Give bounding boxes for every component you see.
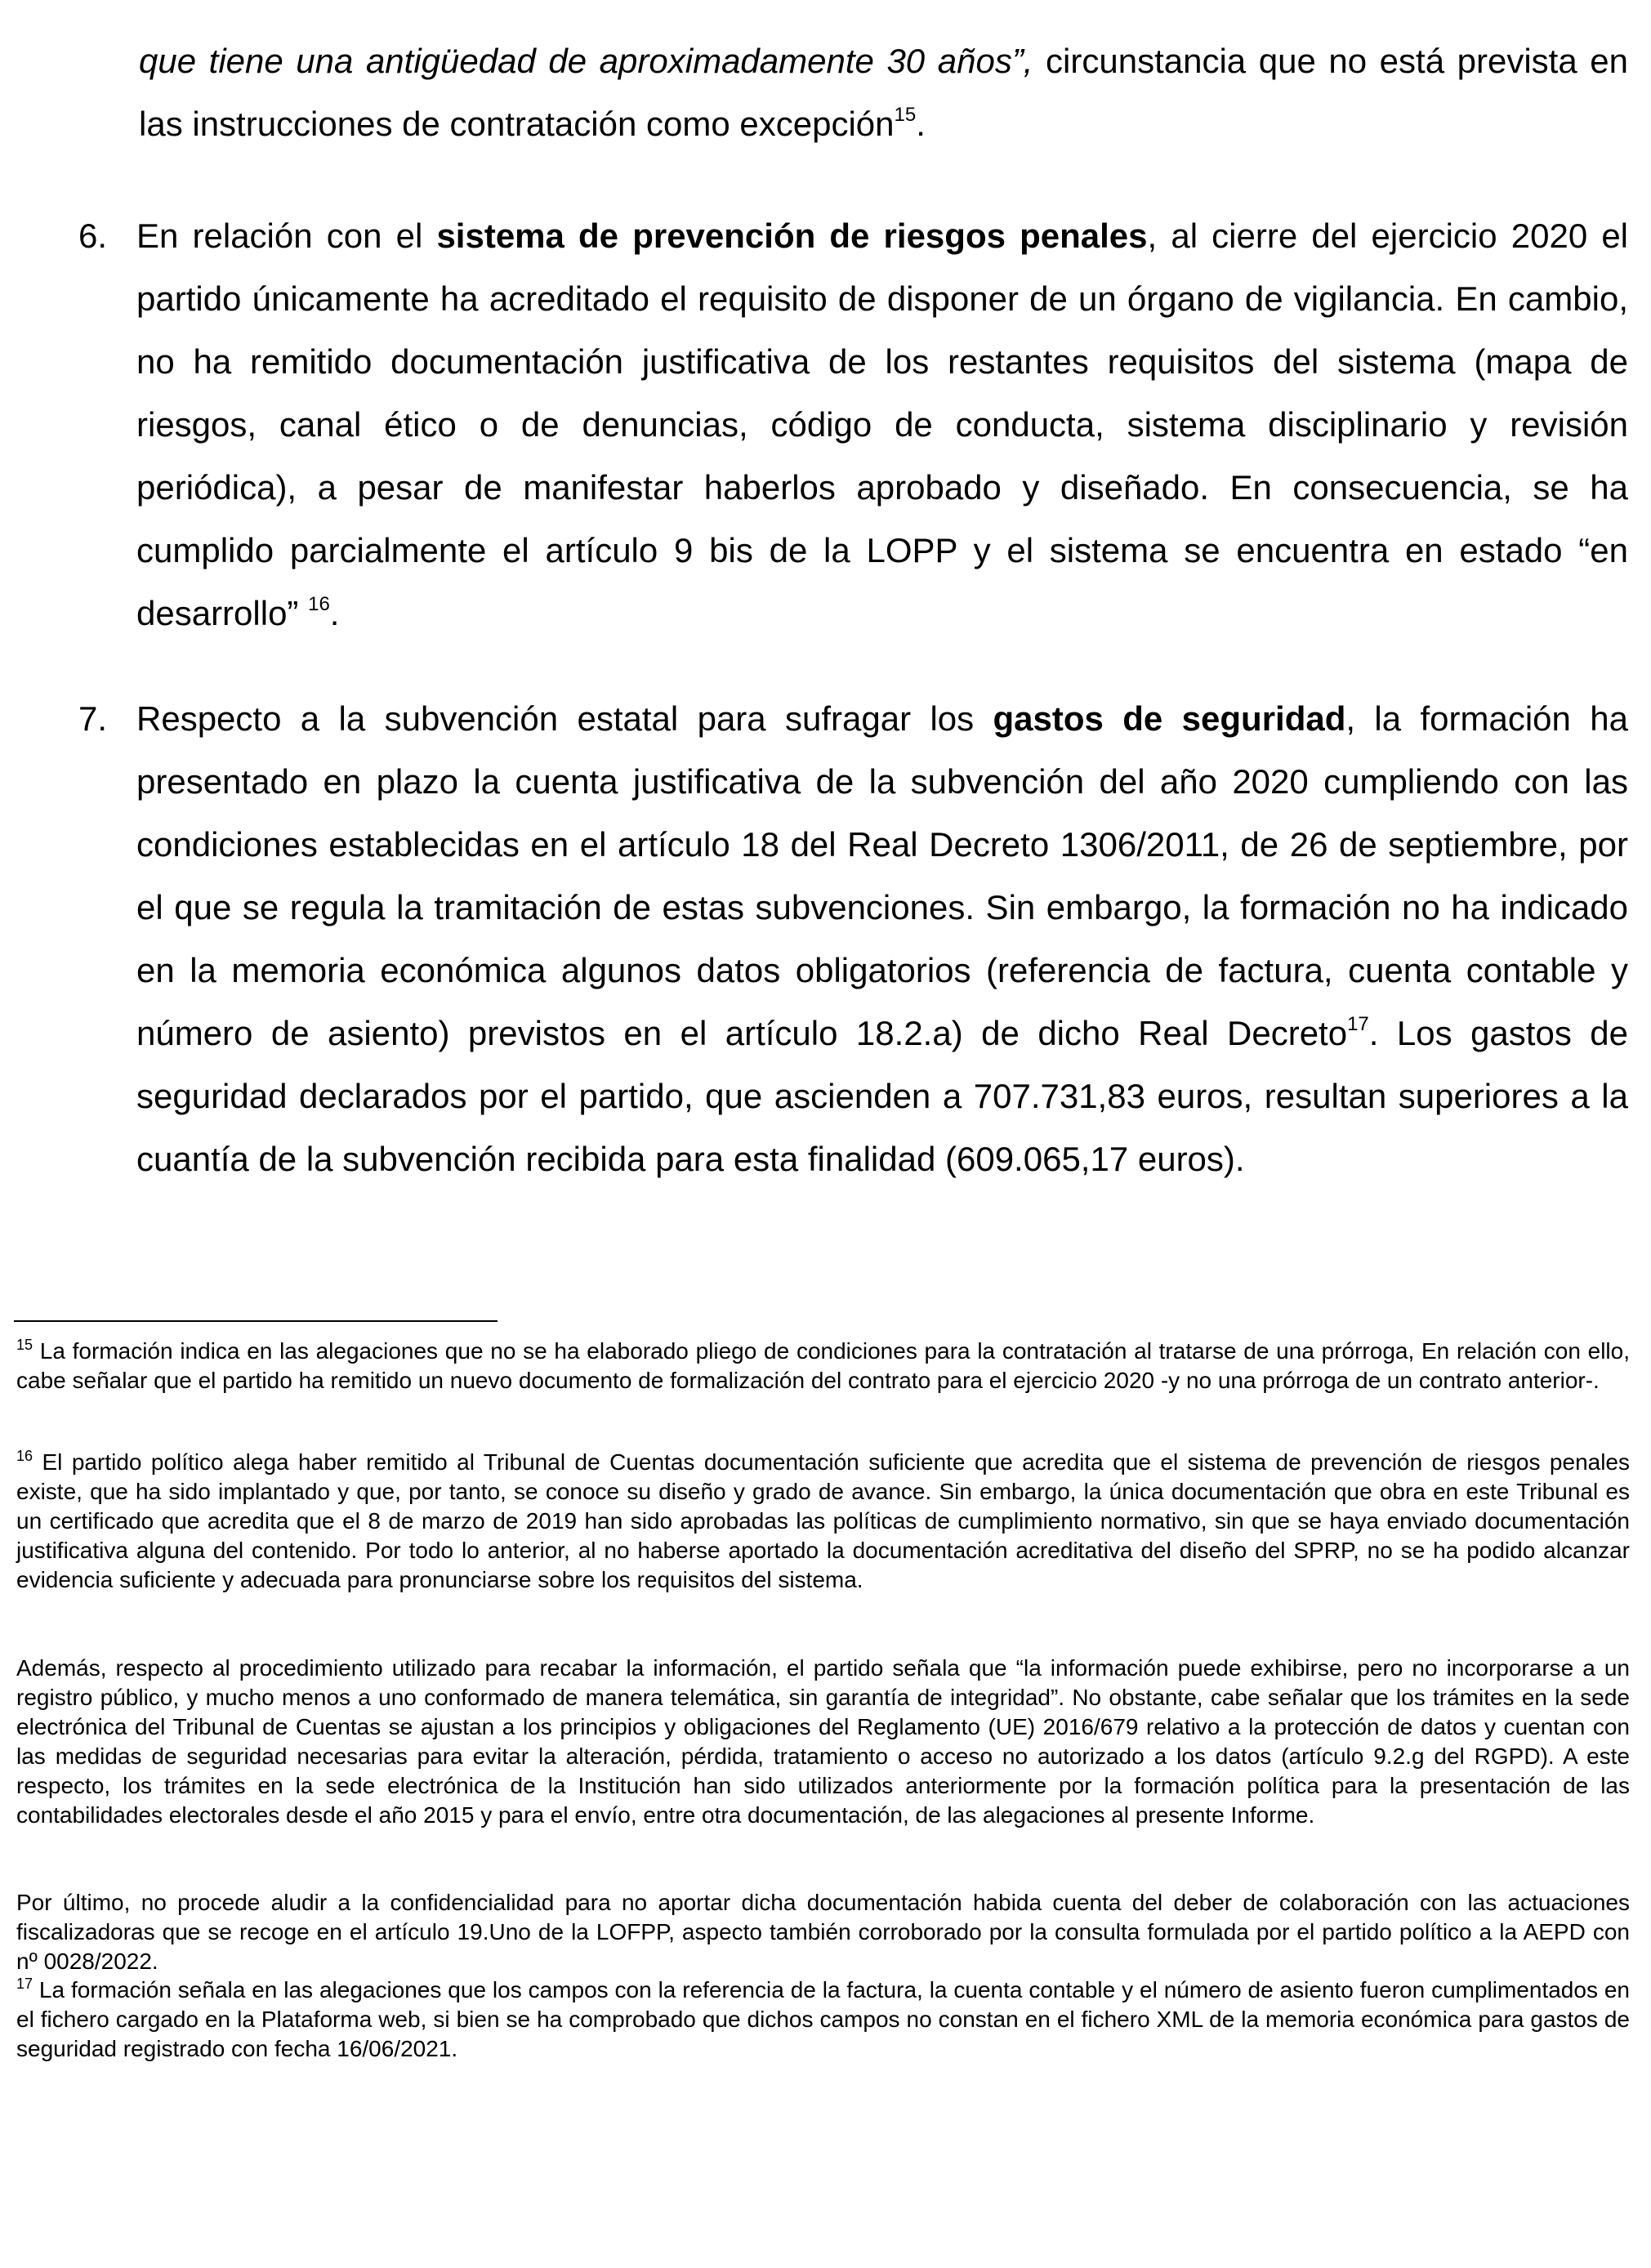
footnote-separator (14, 1320, 498, 1322)
footnote-16-paragraph-2: Además, respecto al procedimiento utilizado para recabar la información, el partido señala que “la información puede exhibirse, pero no incorporarse a un registro público, y mucho menos a uno conformado de manera telemática, sin garantía de integridad”. No obstante, cabe señalar que los trámites en la sede electrónica del Tribunal de Cuentas se ajustan a los principios y obligaciones del Reglamento (UE) 2016/679 relativo a la protección de datos y cuentan con las medidas de seguridad necesarias para evitar la alteración, pérdida, tratamiento o acceso no autorizado a los datos (artículo 9.2.g del RGPD). A este respecto, los trámites en la sede electrónica de la Institución han sido utilizados anteriormente por la formación política para la presentación de las contabilidades electorales desde el año 2015 y para el envío, entre otra documentación, de las alegaciones al presente Informe. (16, 1655, 1630, 1828)
continuation-paragraph (139, 29, 1628, 155)
list-item-body (136, 204, 1628, 645)
continuation-end: . (916, 105, 926, 143)
footnote-number: 15 (16, 1337, 33, 1353)
footnote-ref-15[interactable]: 15 (894, 104, 917, 126)
item6-text-post: , al cierre del ejercicio 2020 el partido únicamente ha acreditado el requisito de disponer de un órgano de vigilancia. En cambio, no ha remitido documentación justificativa de los restantes requisitos del sistema (mapa de riesgos, canal ético o de denuncias, código de conducta, sistema disciplinario y revisión periódica), a pesar de manifestar haberlos aprobado y diseñado. En consecuencia, se ha cumplido parcialmente el artículo 9 bis de la LOPP y el sistema se encuentra en estado “en desarrollo” (136, 217, 1629, 632)
footnote-15 (16, 1337, 1630, 1395)
item6-end: . (329, 594, 340, 632)
continuation-text: circunstancia que no está prevista en las instrucciones de contratación como excepción (139, 42, 1628, 143)
footnote-ref-16[interactable]: 16 (308, 593, 330, 615)
footnote-text: El partido político alega haber remitido al Tribunal de Cuentas documentación suficiente que acredita que el sistema de prevención de riesgos penales existe, que ha sido implantado y que, por tanto, se conoce su diseño y grado de avance. Sin embargo, la única documentación que obra en este Tribunal es un certificado que acredita que el 8 de marzo de 2019 han sido aprobadas las políticas de cumplimiento normativo, sin que se haya enviado documentación justificativa alguna del contenido. Por todo lo anterior, al no haberse aportado la documentación acreditativa del diseño del SPRP, no se ha podido alcanzar evidencia suficiente y adecuada para pronunciarse sobre los requisitos del sistema. (16, 1449, 1630, 1592)
footnote-17 (16, 1976, 1630, 2064)
quoted-text: que tiene una antigüedad de aproximadamente 30 años”, (139, 42, 1033, 80)
footnote-text: La formación señala en las alegaciones que los campos con la referencia de la factura, la cuenta contable y el número de asiento fueron cumplimentados en el fichero cargado en la Plataforma web, si bien se ha comprobado que dichos campos no constan en el fichero XML de la memoria económica para gastos de seguridad registrado con fecha 16/06/2021. (16, 1977, 1630, 2061)
footnote-16 (16, 1448, 1630, 1595)
footnote-number: 17 (16, 1976, 33, 1992)
item6-bold-term: sistema de prevención de riesgos penales (436, 217, 1148, 255)
footnote-text: La formación indica en las alegaciones que no se ha elaborado pliego de condiciones para la contratación al tratarse de una prórroga, En relación con ello, cabe señalar que el partido ha remitido un nuevo documento de formalización del contrato para el ejercicio 2020 -y no una prórroga de un contrato anterior-. (16, 1338, 1630, 1393)
list-number: 6. (78, 217, 108, 255)
item7-bold-term: gastos de seguridad (993, 699, 1346, 738)
item7-text-post: . Los gastos de seguridad declarados por el partido, que ascienden a 707.731,83 euros, resultan superiores a la cuantía de la subvención recibida para esta finalidad (609.065,17 euros). (136, 1014, 1628, 1178)
footnote-number: 16 (16, 1448, 33, 1464)
item6-text-pre: En relación con el (136, 217, 437, 255)
footnote-16-paragraph-3: Por último, no procede aludir a la confidencialidad para no aportar dicha documentación habida cuenta del deber de colaboración con las actuaciones fiscalizadoras que se recoge en el artículo 19.Uno de la LOFPP, aspecto también corroborado por la consulta formulada por el partido político a la AEPD con nº 0028/2022. (16, 1890, 1630, 1974)
item7-text-mid: , la formación ha presentado en plazo la cuenta justificativa de la subvención del año 2020 cumpliendo con las condiciones establecidas en el artículo 18 del Real Decreto 1306/2011, de 26 de septiembre, por el que se regula la tramitación de estas subvenciones. Sin embargo, la formación no ha indicado en la memoria económica algunos datos obligatorios (referencia de factura, cuenta contable y número de asiento) previstos en el artículo 18.2.a) de dicho Real Decreto (136, 699, 1628, 1052)
item7-text-pre: Respecto a la subvención estatal para sufragar los (136, 699, 993, 738)
list-item-body (136, 687, 1628, 1190)
footnote-ref-17[interactable]: 17 (1347, 1013, 1369, 1035)
list-number: 7. (78, 699, 108, 738)
